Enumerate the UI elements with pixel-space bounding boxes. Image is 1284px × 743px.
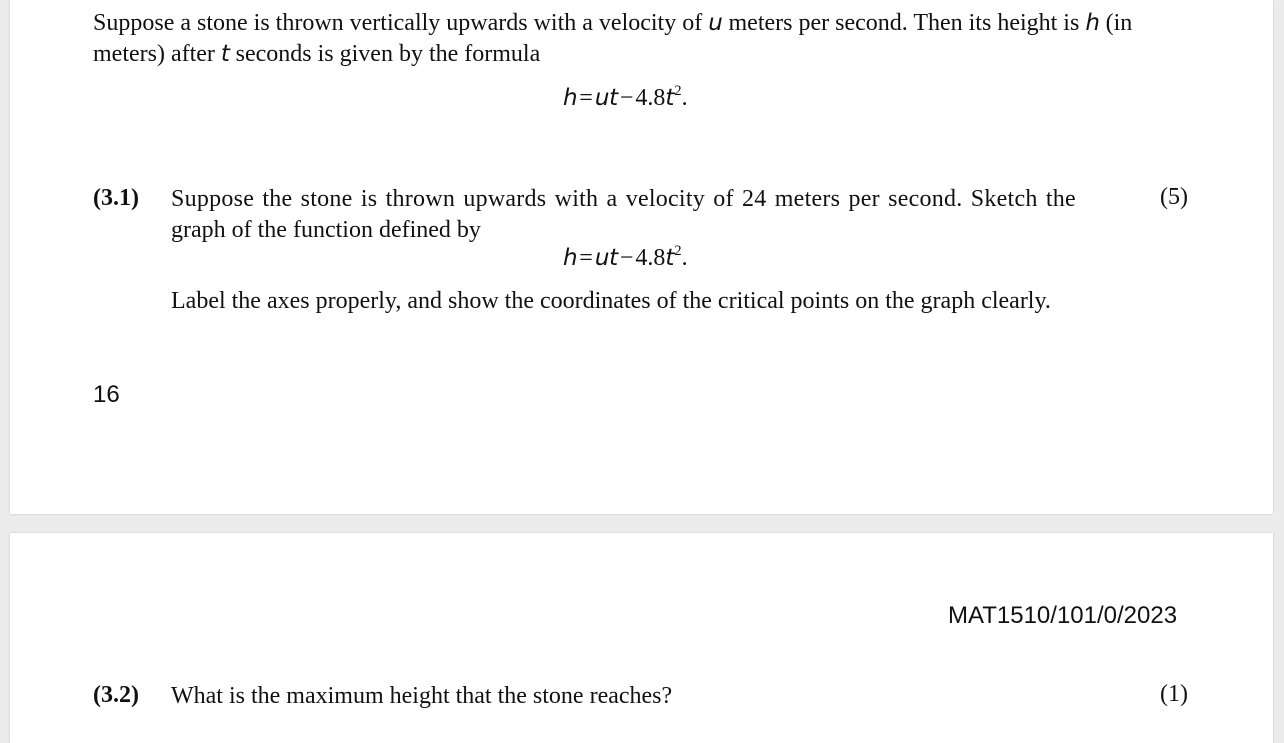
variable-h: h xyxy=(1085,10,1100,36)
formula-display: $h=ut-4.8t^2$. xyxy=(563,83,688,111)
course-code-header: MAT1510/101/0/2023 xyxy=(948,602,1178,629)
question-number-3-2: (3.2) xyxy=(93,682,139,708)
intro-line-2 xyxy=(93,39,540,70)
question-number-3-1: (3.1) xyxy=(93,185,139,211)
intro-text: Suppose a stone is thrown vertically upwards with a velocity of xyxy=(93,10,709,36)
question-3-1-marks: (5) xyxy=(1160,184,1188,210)
intro-line-1 xyxy=(93,8,1132,39)
intro-text: meters per second. Then its height is xyxy=(722,10,1086,36)
question-3-1-instruction: Label the axes properly, and show the coordinates of the critical points on the graph clearly. xyxy=(171,288,1051,314)
variable-u: u xyxy=(708,10,723,36)
question-3-1-line-2: graph of the function defined by xyxy=(171,217,481,243)
formula-display-repeat: $h=ut-4.8t^2$. xyxy=(563,243,688,271)
variable-t: t xyxy=(220,41,230,67)
intro-text: meters) after xyxy=(93,41,221,67)
question-3-1-line-1: Suppose the stone is thrown upwards with a velocity of 24 meters per second. Sketch the xyxy=(171,186,1076,212)
intro-text: seconds is given by the formula xyxy=(229,41,541,67)
document-page-bottom xyxy=(10,533,1273,743)
page-number: 16 xyxy=(93,381,120,408)
intro-text: (in xyxy=(1099,10,1133,36)
question-3-2-marks: (1) xyxy=(1160,681,1188,707)
question-3-2-text: What is the maximum height that the stone reaches? xyxy=(171,683,673,709)
document-page-top xyxy=(10,0,1273,514)
